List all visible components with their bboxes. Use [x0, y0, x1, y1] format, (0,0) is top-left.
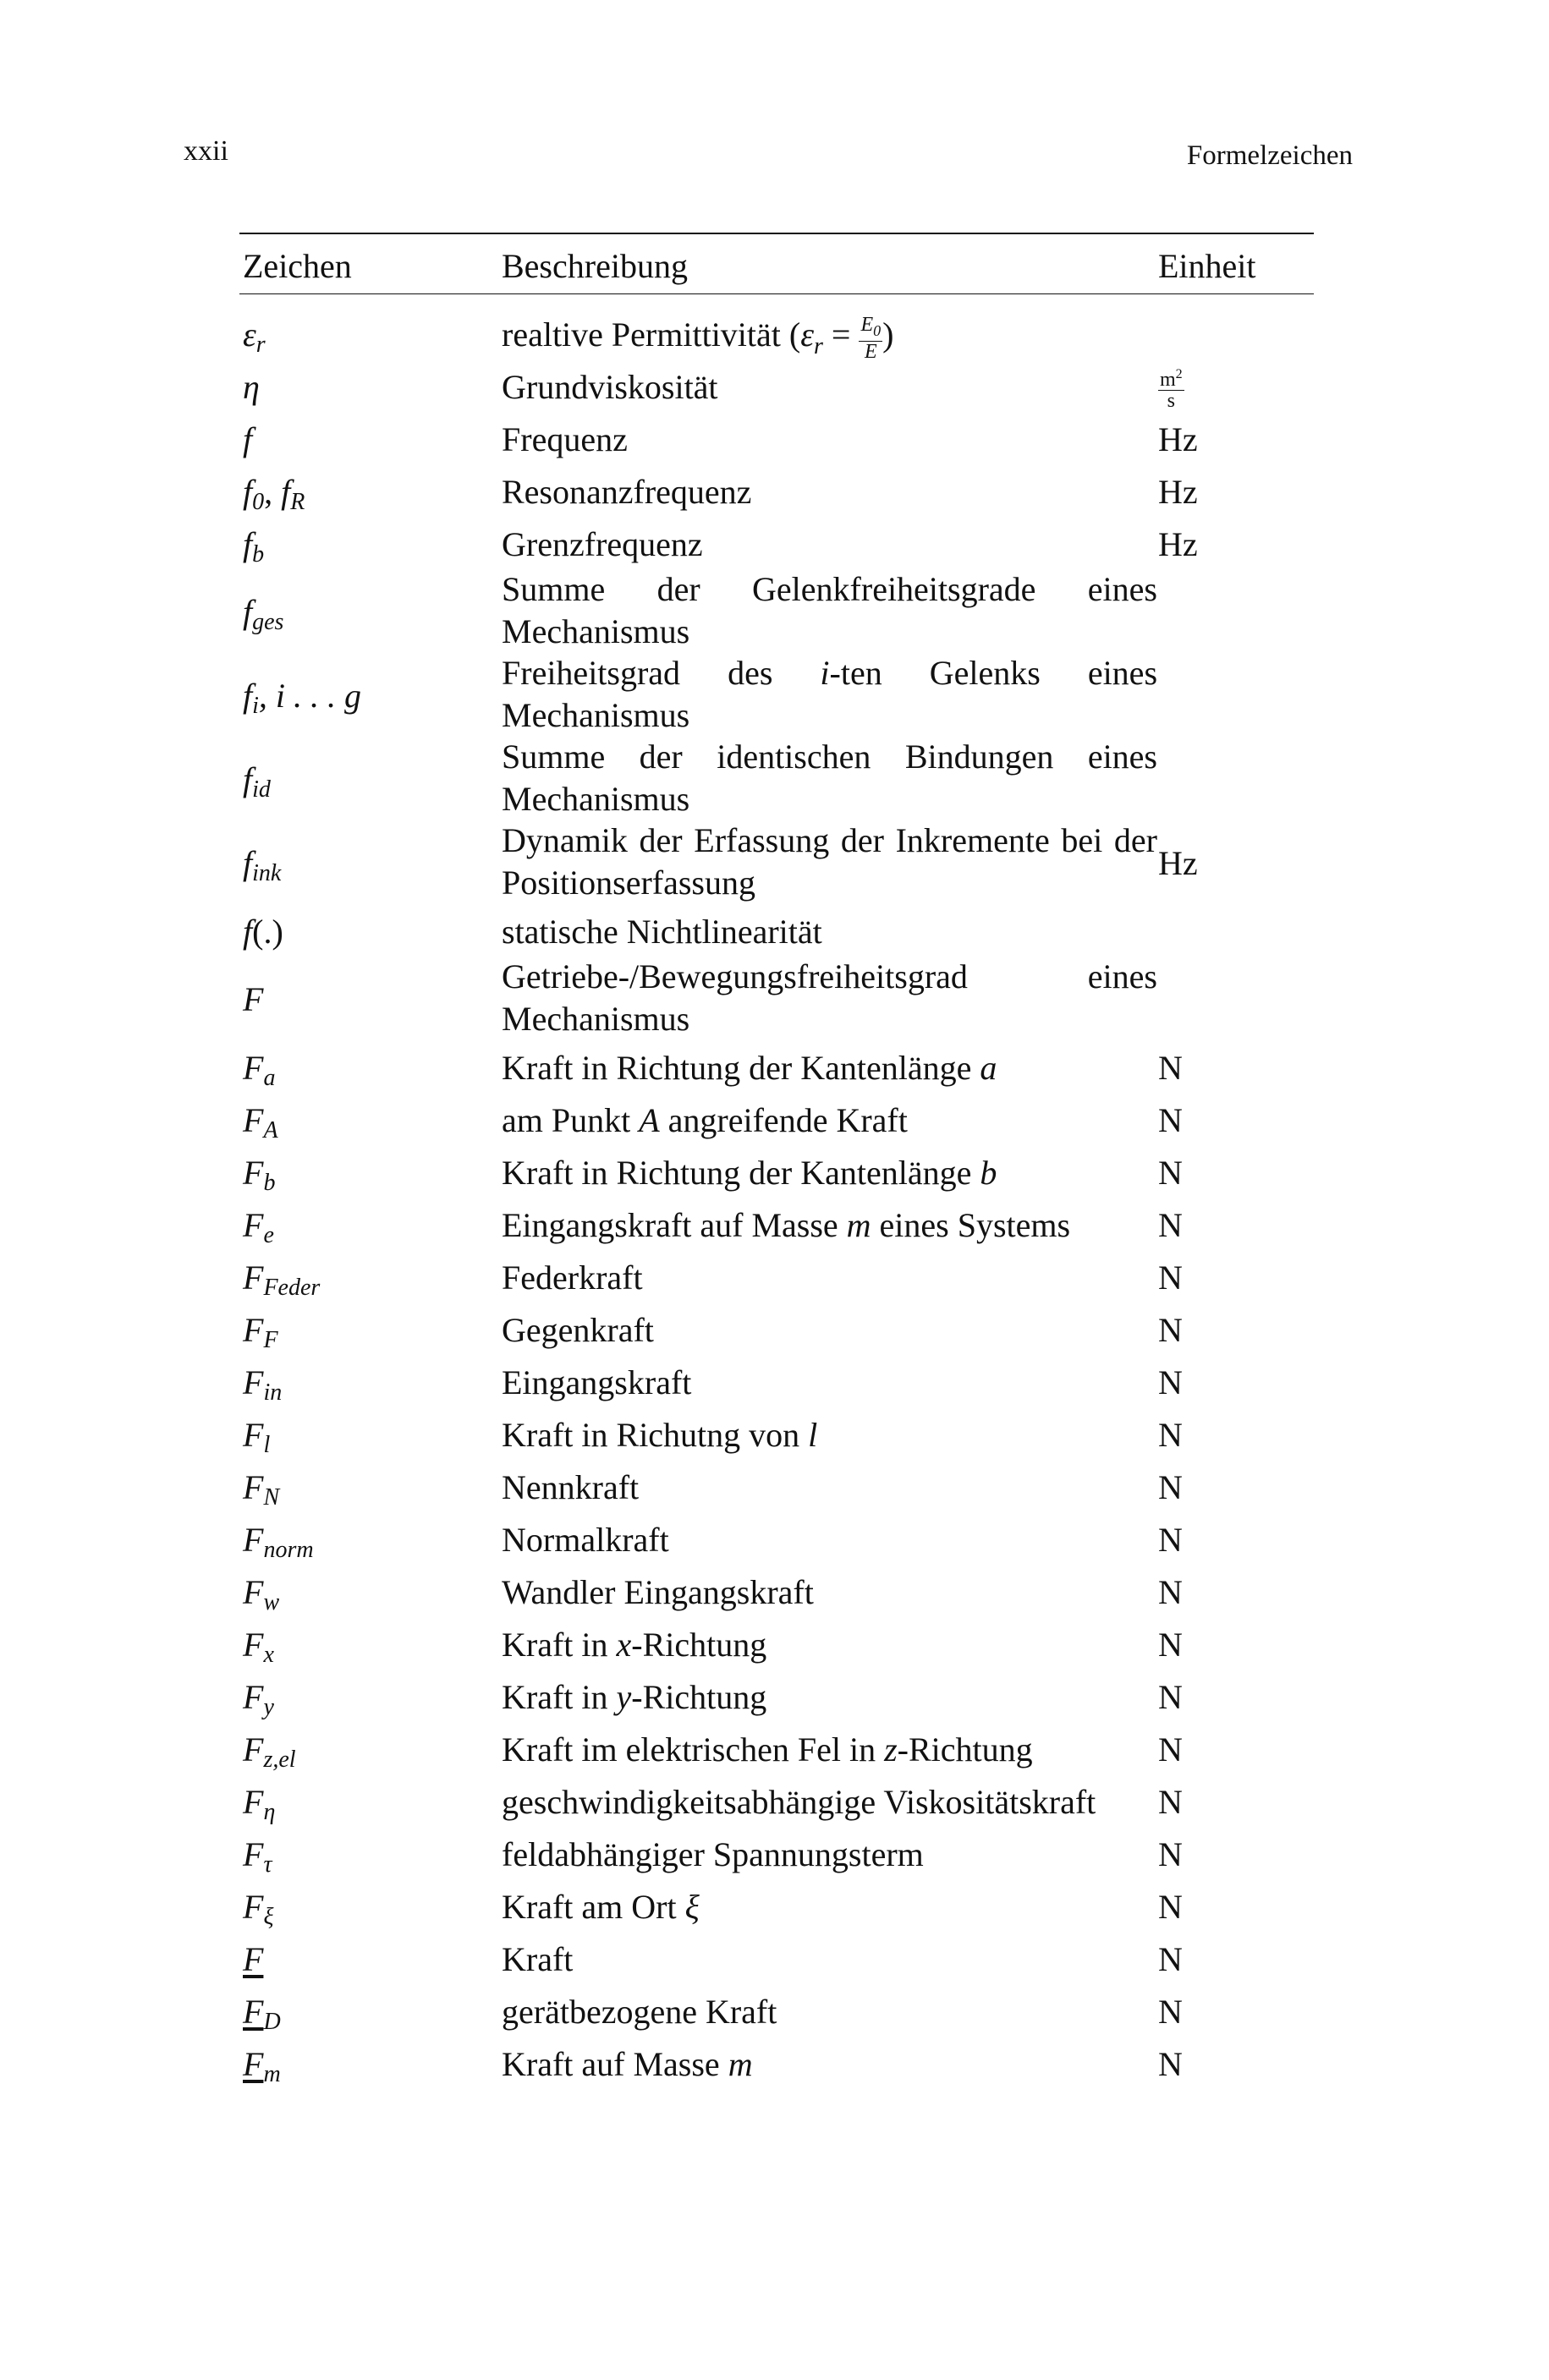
- table-row: [239, 1249, 1314, 1302]
- description: Gegenkraft: [502, 1311, 654, 1349]
- running-head: Formelzeichen: [1186, 140, 1353, 171]
- description: am Punkt A angreifende Kraft: [502, 1101, 908, 1139]
- symbol: $F_{in}$: [243, 1363, 283, 1406]
- table-row: [239, 1302, 1314, 1354]
- header-unit: Einheit: [1158, 247, 1256, 285]
- description: Kraft auf Masse m: [502, 2045, 753, 2083]
- symbol: F: [243, 980, 264, 1018]
- header-symbol: Zeichen: [243, 247, 352, 285]
- unit: N: [1158, 1521, 1183, 1559]
- symbol: $f_{ges}$: [243, 593, 284, 635]
- description: feldabhängiger Spannungsterm: [502, 1835, 924, 1873]
- symbol: $F_e$: [243, 1206, 274, 1248]
- unit: N: [1158, 1363, 1183, 1401]
- unit: N: [1158, 1626, 1183, 1664]
- unit: N: [1158, 1154, 1183, 1192]
- table-row: [239, 1931, 1314, 1983]
- unit: N: [1158, 1049, 1183, 1087]
- symbol-table: [239, 233, 1314, 2088]
- description: realtive Permittivität ($\varepsilon_r$ = $\frac{E_0}{E}$ ): [502, 314, 894, 363]
- symbol: $F_F$: [243, 1311, 278, 1353]
- table-row: [239, 652, 1314, 736]
- symbol: $F_N$: [243, 1468, 280, 1511]
- unit: N: [1158, 1993, 1183, 2031]
- unit: N: [1158, 1468, 1183, 1506]
- description: statische Nichtlinearität: [502, 913, 822, 951]
- table-row: [239, 736, 1314, 820]
- description: Federkraft: [502, 1259, 643, 1297]
- description: Getriebe-/Bewegungsfreiheitsgrad eines Mechanismus: [502, 957, 1157, 1038]
- symbol: $F_A$: [243, 1101, 278, 1143]
- description: Nennkraft: [502, 1468, 640, 1506]
- symbol: $F_w$: [243, 1573, 280, 1615]
- table-row: [239, 1721, 1314, 1774]
- description: Kraft am Ort ξ: [502, 1888, 700, 1926]
- symbol: $f_0$, $f_R$: [243, 473, 305, 515]
- description: Grenzfrequenz: [502, 525, 703, 563]
- table-row: [239, 1983, 1314, 2036]
- description: Dynamik der Erfassung der Inkremente bei der Positionserfassung: [502, 821, 1157, 902]
- symbol: $F_b$: [243, 1154, 276, 1196]
- table-row: [239, 1878, 1314, 1931]
- table-row: [239, 1616, 1314, 1669]
- table-row: [239, 568, 1314, 652]
- unit: Hz: [1158, 525, 1198, 563]
- symbol: F: [243, 1940, 264, 1978]
- description: Kraft in x-Richtung: [502, 1626, 767, 1664]
- table-row: [239, 1354, 1314, 1407]
- description: Kraft in Richtung der Kantenlänge b: [502, 1154, 997, 1192]
- table-row: [239, 411, 1314, 463]
- table-row: [239, 1511, 1314, 1564]
- unit: N: [1158, 1678, 1183, 1716]
- unit: N: [1158, 2045, 1183, 2083]
- description: Eingangskraft auf Masse m eines Systems: [502, 1206, 1071, 1244]
- table-row: [239, 1092, 1314, 1144]
- symbol: $F_{Feder}$: [243, 1259, 321, 1301]
- unit: N: [1158, 1783, 1183, 1821]
- description: Kraft in y-Richtung: [502, 1678, 767, 1716]
- description: Freiheitsgrad des i-ten Gelenks eines Mechanismus: [502, 654, 1158, 734]
- table-row: [239, 1564, 1314, 1616]
- symbol: $F_D$: [243, 1993, 281, 2035]
- table-row: [239, 306, 1314, 363]
- symbol: $F_y$: [243, 1678, 274, 1720]
- symbol: f(.): [243, 913, 283, 951]
- unit: N: [1158, 1573, 1183, 1611]
- description: geschwindigkeitsabhängige Viskositätskraft: [502, 1783, 1096, 1821]
- symbol: $F_\xi$: [243, 1888, 274, 1930]
- symbol: $F_{norm}$: [243, 1521, 314, 1563]
- symbol: $F_l$: [243, 1416, 271, 1458]
- unit: N: [1158, 1101, 1183, 1139]
- unit: Hz: [1158, 420, 1198, 458]
- symbol: $F_a$: [243, 1049, 276, 1091]
- symbol: $f_b$: [243, 525, 265, 568]
- table-row: [239, 1669, 1314, 1721]
- description: Kraft im elektrischen Fel in z-Richtung: [502, 1730, 1033, 1769]
- table-row: [239, 516, 1314, 568]
- symbol: $F_\tau$: [243, 1835, 272, 1878]
- table-row: [239, 1144, 1314, 1197]
- table-row: [239, 1039, 1314, 1092]
- description: Frequenz: [502, 420, 628, 458]
- table-row: [239, 463, 1314, 516]
- description: Kraft in Richutng von l: [502, 1416, 818, 1454]
- table-row: [239, 820, 1314, 903]
- description: Kraft: [502, 1940, 574, 1978]
- symbol: $F_m$: [243, 2045, 281, 2087]
- table-row: [239, 956, 1314, 1039]
- description: gerätbezogene Kraft: [502, 1993, 777, 2031]
- description: Summe der identischen Bindungen eines Mechanismus: [502, 738, 1157, 818]
- table-row: [239, 1197, 1314, 1249]
- unit: N: [1158, 1835, 1183, 1873]
- description: Grundviskosität: [502, 368, 718, 406]
- description: Eingangskraft: [502, 1363, 692, 1401]
- description: Summe der Gelenkfreiheitsgrade eines Mechanismus: [502, 570, 1157, 650]
- symbol: $F_x$: [243, 1626, 274, 1668]
- unit: N: [1158, 1259, 1183, 1297]
- description: Kraft in Richtung der Kantenlänge a: [502, 1049, 997, 1087]
- unit: N: [1158, 1206, 1183, 1244]
- symbol: $F_\eta$: [243, 1783, 276, 1825]
- table-header: [239, 234, 1314, 293]
- symbol: η: [243, 368, 260, 406]
- table-row: [239, 1774, 1314, 1826]
- table-row: [239, 359, 1314, 411]
- page-number: xxii: [184, 135, 228, 167]
- description: Resonanzfrequenz: [502, 473, 752, 511]
- description: Wandler Eingangskraft: [502, 1573, 814, 1611]
- table-row: [239, 903, 1314, 956]
- description: Normalkraft: [502, 1521, 669, 1559]
- table-row: [239, 1826, 1314, 1878]
- symbol: $f_{ink}$: [243, 844, 282, 886]
- table-body: [239, 306, 1314, 2088]
- unit: $\frac{m^2}{s}$: [1158, 367, 1184, 411]
- unit: N: [1158, 1416, 1183, 1454]
- unit: N: [1158, 1730, 1183, 1769]
- symbol: f: [243, 420, 253, 458]
- symbol: $f_i$, i . . . g: [243, 677, 362, 719]
- header-description: Beschreibung: [502, 247, 688, 285]
- unit: N: [1158, 1940, 1183, 1978]
- unit: Hz: [1158, 473, 1198, 511]
- unit: N: [1158, 1311, 1183, 1349]
- table-row: [239, 1459, 1314, 1511]
- symbol: $f_{id}$: [243, 760, 271, 803]
- table-row: [239, 1407, 1314, 1459]
- unit: N: [1158, 1888, 1183, 1926]
- symbol: $\varepsilon_r$: [243, 315, 266, 358]
- table-header-rule: [239, 293, 1314, 294]
- symbol: $F_{z,el}$: [243, 1730, 296, 1773]
- unit: Hz: [1158, 844, 1198, 882]
- table-row: [239, 2036, 1314, 2088]
